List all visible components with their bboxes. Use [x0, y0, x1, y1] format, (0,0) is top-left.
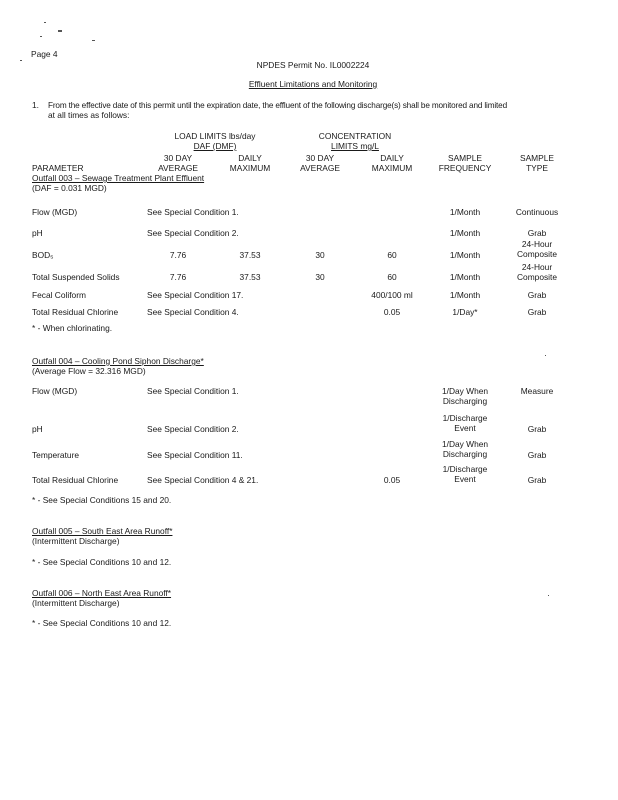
frequency-cell: 1/Day When — [441, 386, 489, 396]
parameter-cell: pH — [32, 424, 43, 434]
parameter-heading: PARAMETER — [32, 163, 84, 173]
type-cell: Composite — [516, 272, 558, 282]
intro-number: 1. — [32, 100, 39, 110]
conc-max-cell: 400/100 ml — [371, 290, 413, 300]
parameter-cell: BOD₅ — [32, 250, 54, 260]
intro-line-2: at all times as follows: — [48, 110, 130, 120]
outfall-005-title: Outfall 005 – South East Area Runoff* — [32, 526, 173, 536]
type-cell: Measure — [520, 386, 554, 396]
outfall-004-title: Outfall 004 – Cooling Pond Siphon Discharge* — [32, 356, 204, 366]
condition-cell: See Special Condition 4. — [147, 307, 239, 317]
conc-daily-heading: DAILY — [380, 153, 404, 163]
frequency-cell: 1/Day When — [441, 439, 489, 449]
type-heading: SAMPLE — [520, 153, 554, 163]
condition-cell: See Special Condition 1. — [147, 386, 239, 396]
type-cell: Grab — [527, 307, 547, 317]
frequency-cell: 1/Day* — [452, 307, 478, 317]
type-cell: Grab — [527, 475, 547, 485]
load-limits-unit: DAF (DMF) — [193, 141, 237, 151]
frequency-cell: 1/Month — [449, 228, 481, 238]
conc-daily-heading-2: MAXIMUM — [371, 163, 413, 173]
scan-speck — [92, 40, 95, 41]
type-cell: Composite — [516, 249, 558, 259]
type-cell: Grab — [527, 290, 547, 300]
type-cell: Grab — [527, 424, 547, 434]
load-max-cell: 37.53 — [239, 272, 261, 282]
conc-max-cell: 0.05 — [383, 475, 401, 485]
type-cell: 24-Hour — [521, 262, 553, 272]
conc-avg-cell: 30 — [315, 272, 325, 282]
outfall-005-footnote: * - See Special Conditions 10 and 12. — [32, 557, 172, 567]
frequency-heading-2: FREQUENCY — [438, 163, 492, 173]
parameter-cell: Total Residual Chlorine — [32, 307, 119, 317]
condition-cell: See Special Condition 4 & 21. — [147, 475, 259, 485]
section-title: Effluent Limitations and Monitoring — [248, 79, 378, 89]
parameter-cell: Flow (MGD) — [32, 386, 78, 396]
condition-cell: See Special Condition 11. — [147, 450, 243, 460]
type-cell: Grab — [527, 228, 547, 238]
scan-speck — [548, 595, 549, 596]
conc-30day-heading: 30 DAY — [305, 153, 335, 163]
outfall-005-subtitle: (Intermittent Discharge) — [32, 536, 120, 546]
outfall-006-title: Outfall 006 – North East Area Runoff* — [32, 588, 172, 598]
conc-max-cell: 60 — [387, 250, 397, 260]
type-cell: Grab — [527, 450, 547, 460]
scan-speck — [545, 355, 546, 356]
type-heading-2: TYPE — [526, 163, 548, 173]
frequency-cell: Event — [454, 423, 476, 433]
intro-line-1: From the effective date of this permit until the expiration date, the effluent of the following discharge(s) shall be monitored and limited — [48, 101, 507, 110]
outfall-003-footnote: * - When chlorinating. — [32, 323, 113, 333]
parameter-cell: Flow (MGD) — [32, 207, 78, 217]
concentration-unit: LIMITS mg/L — [331, 141, 379, 151]
parameter-cell: pH — [32, 228, 43, 238]
load-30day-heading: 30 DAY — [163, 153, 193, 163]
frequency-cell: 1/Discharge — [442, 413, 488, 423]
frequency-cell: 1/Month — [449, 290, 481, 300]
condition-cell: See Special Condition 17. — [147, 290, 244, 300]
condition-cell: See Special Condition 2. — [147, 228, 239, 238]
conc-30day-heading-2: AVERAGE — [300, 163, 340, 173]
frequency-heading: SAMPLE — [448, 153, 482, 163]
page-label: Page 4 — [31, 49, 58, 59]
parameter-cell: Temperature — [32, 450, 80, 460]
conc-max-cell: 60 — [387, 272, 397, 282]
outfall-003-subtitle: (DAF = 0.031 MGD) — [32, 183, 107, 193]
type-cell: 24-Hour — [521, 239, 553, 249]
load-daily-heading-2: MAXIMUM — [229, 163, 271, 173]
frequency-cell: Discharging — [442, 449, 488, 459]
concentration-heading: CONCENTRATION — [318, 131, 392, 141]
scan-speck — [44, 22, 46, 23]
load-daily-heading: DAILY — [238, 153, 262, 163]
outfall-004-subtitle: (Average Flow = 32.316 MGD) — [32, 366, 146, 376]
outfall-006-footnote: * - See Special Conditions 10 and 12. — [32, 618, 172, 628]
frequency-cell: 1/Month — [449, 250, 481, 260]
load-max-cell: 37.53 — [239, 250, 261, 260]
outfall-004-footnote: * - See Special Conditions 15 and 20. — [32, 495, 172, 505]
condition-cell: See Special Condition 2. — [147, 424, 239, 434]
outfall-006-subtitle: (Intermittent Discharge) — [32, 598, 120, 608]
scan-speck — [58, 30, 62, 32]
parameter-cell: Total Suspended Solids — [32, 272, 120, 282]
load-avg-cell: 7.76 — [169, 250, 187, 260]
outfall-003-title: Outfall 003 – Sewage Treatment Plant Effluent — [32, 173, 205, 183]
permit-number: NPDES Permit No. IL0002224 — [256, 60, 370, 70]
condition-cell: See Special Condition 1. — [147, 207, 239, 217]
parameter-cell: Total Residual Chlorine — [32, 475, 119, 485]
scan-speck — [20, 60, 22, 61]
parameter-cell: Fecal Coliform — [32, 290, 86, 300]
frequency-cell: 1/Month — [449, 207, 481, 217]
type-cell: Continuous — [515, 207, 559, 217]
frequency-cell: Discharging — [442, 396, 488, 406]
frequency-cell: 1/Month — [449, 272, 481, 282]
load-30day-heading-2: AVERAGE — [158, 163, 198, 173]
frequency-cell: 1/Discharge — [442, 464, 488, 474]
load-limits-heading: LOAD LIMITS lbs/day — [174, 131, 256, 141]
frequency-cell: Event — [454, 474, 476, 484]
scan-speck — [40, 36, 42, 37]
conc-avg-cell: 30 — [315, 250, 325, 260]
load-avg-cell: 7.76 — [169, 272, 187, 282]
conc-max-cell: 0.05 — [383, 307, 401, 317]
